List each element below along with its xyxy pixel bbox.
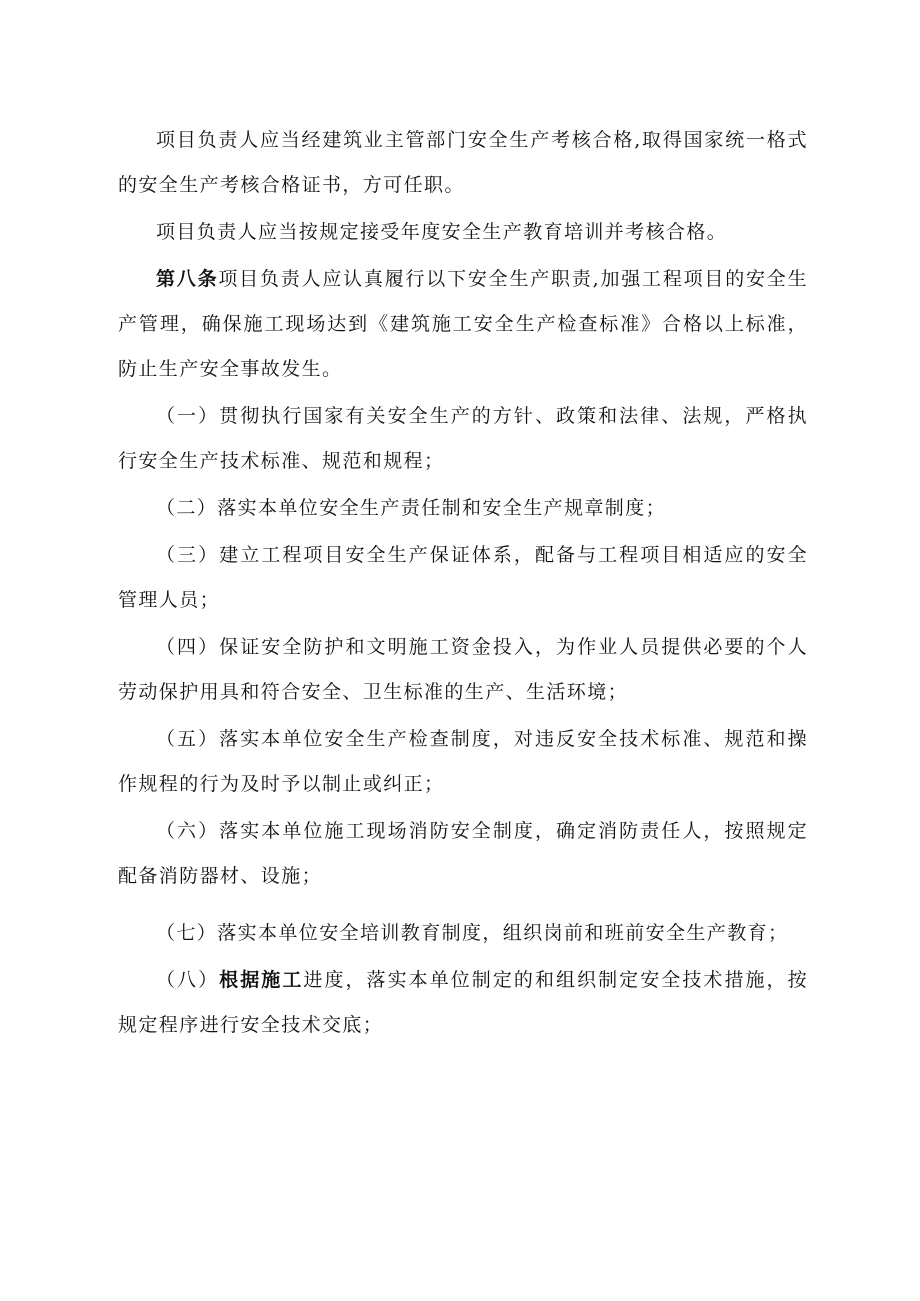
duty-item-8-bold: 根据施工 <box>219 969 304 991</box>
duty-item-3: （三）建立工程项目安全生产保证体系，配备与工程项目相适应的安全管理人员； <box>118 544 808 611</box>
duty-item-8 <box>118 958 808 1048</box>
article-8-heading: 第八条 <box>156 268 219 290</box>
duty-item-6: （六）落实本单位施工现场消防安全制度，确定消防责任人，按照规定配备消防器材、设施； <box>118 820 808 887</box>
duty-item-7: （七）落实本单位安全培训教育制度，组织岗前和班前安全生产教育； <box>156 922 789 944</box>
duty-item-2: （二）落实本单位安全生产责任制和安全生产规章制度； <box>156 497 667 519</box>
duty-item-8-rest: 进度，落实本单位制定的和组织制定安全技术措施，按规定程序进行安全技术交底； <box>118 969 809 1036</box>
paragraph-annual-training: 项目负责人应当按规定接受年度安全生产教育培训并考核合格。 <box>156 221 728 243</box>
duty-item-1: （一）贯彻执行国家有关安全生产的方针、政策和法律、法规，严格执行安全生产技术标准、规范和规程； <box>118 405 808 472</box>
paragraph-qualification: 项目负责人应当经建筑业主管部门安全生产考核合格,取得国家统一格式的安全生产考核合格证书，方可任职。 <box>118 129 808 196</box>
duty-item-5: （五）落实本单位安全生产检查制度，对违反安全技术标准、规范和操作规程的行为及时予以制止或纠正； <box>118 728 808 795</box>
duty-item-4: （四）保证安全防护和文明施工资金投入，为作业人员提供必要的个人劳动保护用具和符合安全、卫生标准的生产、生活环境； <box>118 636 808 703</box>
article-8-body: 项目负责人应认真履行以下安全生产职责,加强工程项目的安全生产管理，确保施工现场达到《建筑施工安全生产检查标准》合格以上标准，防止生产安全事故发生。 <box>118 268 808 380</box>
article-8 <box>118 257 808 392</box>
document-body <box>118 118 808 1050</box>
duty-item-8-prefix: （八） <box>156 969 220 991</box>
